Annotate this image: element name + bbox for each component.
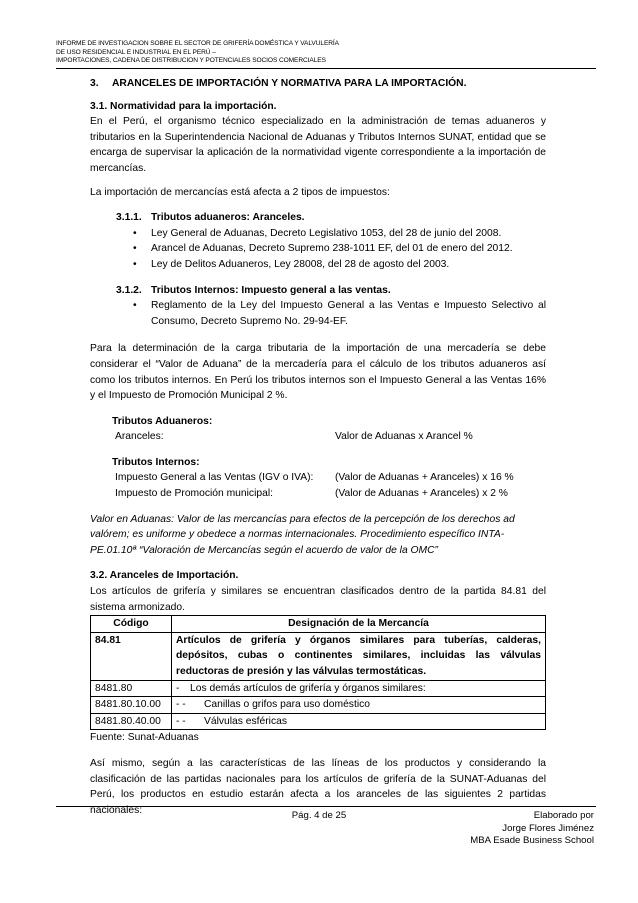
section-3-number: 3. <box>90 78 99 89</box>
section-3-title: ARANCELES DE IMPORTACIÓN Y NORMATIVA PARA LA IMPORTACIÓN. <box>112 78 467 89</box>
section-3-1-1-title: Tributos aduaneros: Aranceles. <box>151 212 305 224</box>
header-line-2: DE USO RESIDENCIAL E INDUSTRIAL EN EL PERÚ – <box>56 48 216 56</box>
section-3-1-2-heading <box>116 283 546 299</box>
internal-taxes-block <box>112 455 546 502</box>
footer-author-line: Elaborado por <box>533 810 594 821</box>
table-row: 8481.80.40.00 - - Válvulas esféricas <box>91 713 546 730</box>
internal-tax-list <box>90 298 546 329</box>
tax-row: Aranceles: Valor de Aduanas x Arancel % <box>115 431 473 443</box>
table-source: Fuente: Sunat-Aduanas <box>90 732 199 744</box>
section-3-1-1-heading <box>116 210 546 226</box>
section-3-2-paragraph: Los artículos de grifería y similares se encuentran clasificados dentro de la partida 84.81 del sistema armonizado. <box>90 586 546 613</box>
taxes-intro: La importación de mercancías está afecta a 2 tipos de impuestos: <box>90 186 390 198</box>
list-item: • Ley de Delitos Aduaneros, Ley 28008, del 28 de agosto del 2003. <box>151 257 546 273</box>
list-item: • Arancel de Aduanas, Decreto Supremo 238-1011 EF, del 01 de enero del 2012. <box>151 241 546 257</box>
footer-rule <box>56 806 596 807</box>
footer-author <box>470 810 594 848</box>
customs-value-note: Valor en Aduanas: Valor de las mercancías para efectos de la percepción de los derechos ad valórem; es uniforme y obedece a normas internacionales. Procedimiento específico INTA-PE.01.10ª “Valoración de Mercancías según el acuerdo de valor de la OMC” <box>90 513 515 556</box>
column-header-designation: Designación de la Mercancía <box>172 616 546 633</box>
table-row: 8481.80.10.00 - - Canillas o grifos para uso doméstico <box>91 697 546 714</box>
tax-row: Impuesto de Promoción municipal: (Valor de Aduanas + Aranceles) x 2 % <box>115 488 508 500</box>
header-line-3: IMPORTACIONES, CADENA DE DISTRIBUCION Y POTENCIALES SOCIOS COMERCIALES <box>56 57 326 65</box>
internal-taxes-title: Tributos Internos: <box>112 456 200 468</box>
section-3-1-1-number: 3.1.1. <box>116 212 142 224</box>
header-rule <box>56 68 596 69</box>
customs-taxes-title: Tributos Aduaneros: <box>112 415 213 427</box>
tariff-table <box>90 615 546 730</box>
header-line-1: INFORME DE INVESTIGACION SOBRE EL SECTOR DE GRIFERÍA DOMÉSTICA Y VALVULERÍA <box>56 40 339 47</box>
bullet-icon: • <box>133 227 137 239</box>
table-header-row <box>91 616 546 633</box>
table-row: 8481.80 - Los demás artículos de grifería y órganos similares: <box>91 680 546 697</box>
bullet-icon: • <box>133 258 137 270</box>
customs-laws-list <box>90 226 546 273</box>
tax-burden-paragraph: Para la determinación de la carga tributaria de la importación de una mercadería se debe considerar el “Valor de Aduana” de la mercadería para el cálculo de los tributos aduaneros así como los tributos internos. En Perú los tributos internos son el Impuesto General a las Ventas 16% y el Impuesto de Promoción Municipal 2 %. <box>90 343 546 402</box>
section-3-1-paragraph: En el Perú, el organismo técnico especializado en la administración de temas aduaneros y tributarios en la Superintendencia Nacional de Aduanas y Tributos Internos SUNAT, entidad que se encarga de supervisar la aplicación de la normatividad vigente correspondiente a la importación de mercancías. <box>90 116 546 174</box>
tax-row: Impuesto General a las Ventas (IGV o IVA): (Valor de Aduanas + Aranceles) x 16 % <box>115 472 514 484</box>
bullet-icon: • <box>133 300 137 312</box>
section-3-1-2-number: 3.1.2. <box>116 284 142 296</box>
document-body <box>90 76 546 818</box>
final-paragraph: Así mismo, según a las características de las líneas de los productos y considerando la clasificación de las partidas nacionales para los artículos de grifería de la SUNAT-Aduanas del Perú, los productos en estudio estarán afecta a los aranceles de las siguientes 2 partidas nacionales: <box>90 757 546 816</box>
section-3-1-2-title: Tributos Internos: Impuesto general a las ventas. <box>151 284 391 296</box>
column-header-code: Código <box>91 616 172 633</box>
section-3-1-heading: 3.1. Normatividad para la importación. <box>90 100 277 112</box>
list-item: • Ley General de Aduanas, Decreto Legislativo 1053, del 28 de junio del 2008. <box>151 226 546 242</box>
bullet-icon: • <box>133 243 137 255</box>
table-row: 84.81 Artículos de grifería y órganos similares para tuberías, calderas, depósitos, cubas o continentes similares, incluidas las válvulas reductoras de presión y las válvulas termostáticas. <box>91 632 546 680</box>
customs-taxes-block <box>112 414 546 445</box>
list-item: • Reglamento de la Ley del Impuesto General a las Ventas e Impuesto Selectivo al Consumo, Decreto Supremo No. 29-94-EF. <box>133 300 546 327</box>
section-3-2-heading: 3.2. Aranceles de Importación. <box>90 570 239 582</box>
section-3-heading <box>90 76 546 92</box>
page-number: Pág. 4 de 25 <box>291 810 347 821</box>
footer-author-line: MBA Esade Business School <box>470 835 594 846</box>
running-header <box>56 40 596 66</box>
footer-author-line: Jorge Flores Jiménez <box>502 822 594 834</box>
